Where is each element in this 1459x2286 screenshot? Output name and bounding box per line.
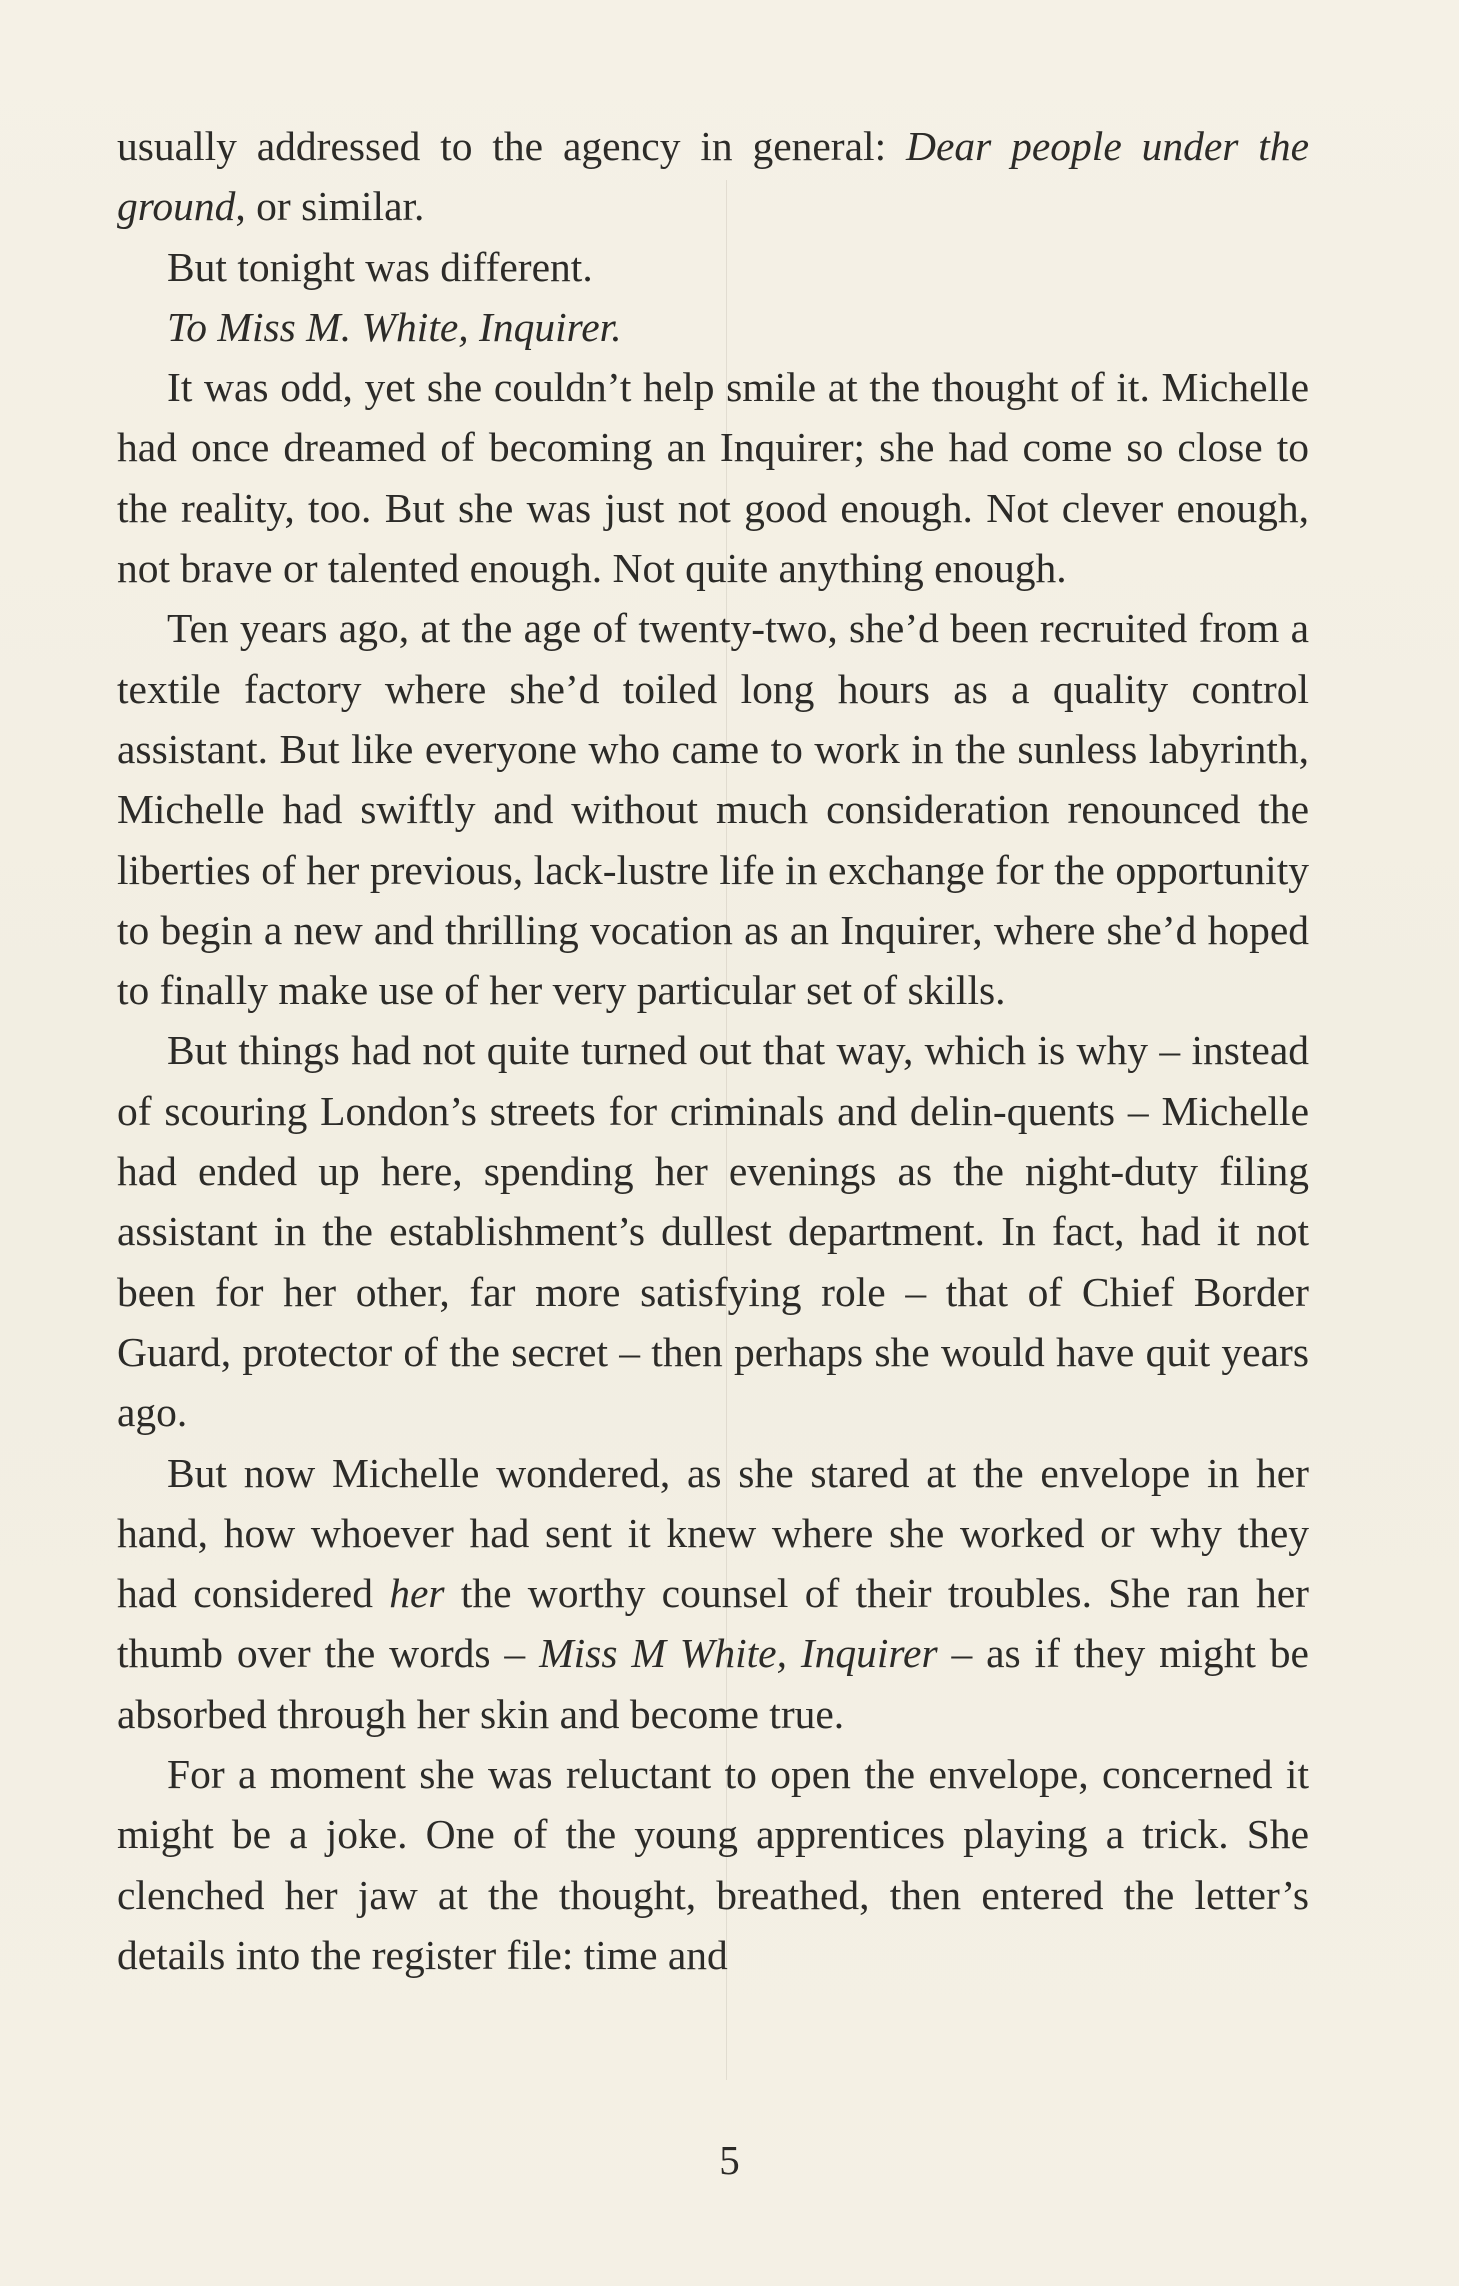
text-segment: But tonight was different. (167, 243, 593, 290)
paragraph (117, 1744, 1309, 1985)
text-segment: , or similar. (235, 183, 425, 230)
text-segment: But things had not quite turned out that way, which is why – instead of scouring London’s streets for criminals and delin-quents – Michelle had ended up here, spending her evenings as the night-duty filing assistant in the establishment’s dullest department. In fact, had it not been for her other, far more satisfying role – that of Chief Border Guard, protector of the secret – then perhaps she would have quit years ago. (117, 1027, 1309, 1436)
page-number: 5 (719, 2137, 740, 2183)
paragraph (117, 116, 1309, 237)
italic-text: Miss M White, Inquirer (539, 1630, 938, 1677)
body-text (117, 116, 1309, 1985)
paragraph (117, 1020, 1309, 1442)
paragraph (117, 297, 1309, 357)
text-segment: the worthy counsel of their troubles. She ran her thumb over the words – (117, 1570, 1309, 1677)
italic-text: her (389, 1570, 445, 1617)
text-segment: But now Michelle wondered, as she stared at the envelope in her hand, how whoever had sent it knew where she worked or why they had considered (117, 1449, 1309, 1617)
text-segment: – as if they might be absorbed through her skin and become true. (117, 1630, 1309, 1737)
paragraph (117, 1443, 1309, 1744)
text-segment: usually addressed to the agency in general: (117, 123, 906, 169)
text-segment: Ten years ago, at the age of twenty-two, she’d been recruited from a textile factory where she’d toiled long hours as a quality control assistant. But like everyone who came to work in the sunless labyrinth, Michelle had swiftly and without much consideration renounced the liberties of her previous, lack-lustre life in exchange for the opportunity to begin a new and thrilling vocation as an Inquirer, where she’d hoped to finally make use of her very particular set of skills. (117, 605, 1309, 1014)
italic-text: Dear people under the ground (117, 123, 1309, 230)
paragraph (117, 237, 1309, 297)
text-segment: For a moment she was reluctant to open the envelope, concerned it might be a joke. One of the young apprentices playing a trick. She clenched her jaw at the thought, breathed, then entered the letter’s details into the register file: time and (117, 1751, 1309, 1978)
text-segment: It was odd, yet she couldn’t help smile at the thought of it. Michelle had once dreamed of becoming an Inquirer; she had come so close to the reality, too. But she was just not good enough. Not clever enough, not brave or talented enough. Not quite anything enough. (117, 364, 1309, 592)
paragraph (117, 598, 1309, 1020)
paragraph (117, 357, 1309, 598)
italic-text: To Miss M. White, Inquirer. (167, 303, 622, 350)
